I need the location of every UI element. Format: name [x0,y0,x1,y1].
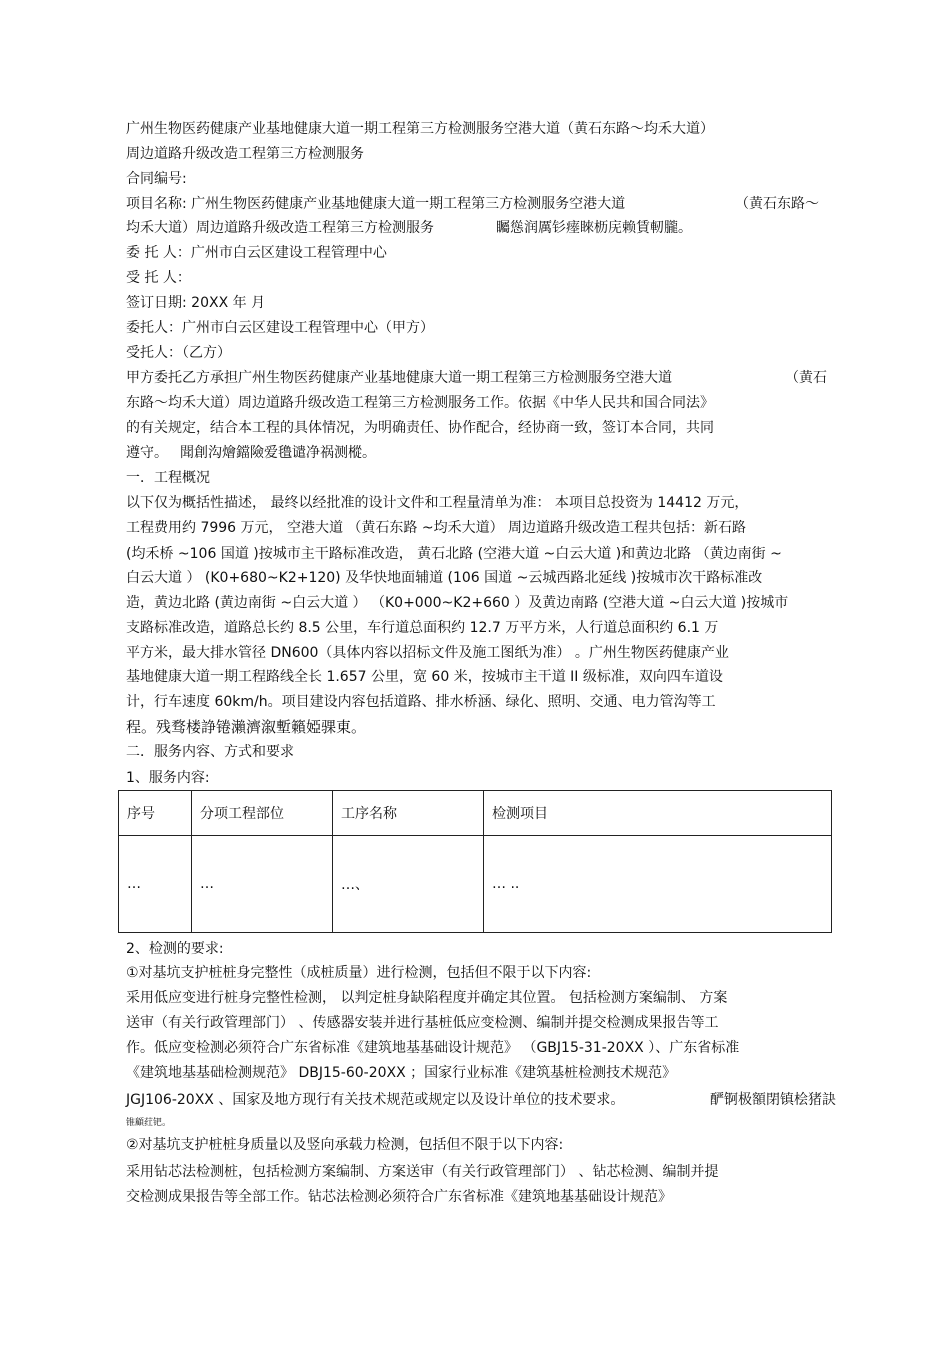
contract-number-label: 合同编号: [126,171,187,187]
project-name-line-2: 均禾大道）周边道路升级改造工程第三方检测服务 [126,220,434,236]
overview-line: 计，行车速度 60km/h。项目建设内容包括道路、排水桥涵、绿化、照明、交通、电力管沟等工 [126,694,716,710]
requirement-1-line: 《建筑地基基础检测规范》 DBJ15-60-20XX ；国家行业标准《建筑基桩检测技术规范》 [126,1065,677,1081]
overview-line: (均禾桥 ~106 国道 )按城市主干路标准改造， 黄石北路 (空港大道 ~白云大道 )和黄边北路 （黄边南街 ~ [126,546,782,562]
intro-line-3: 的有关规定，结合本工程的具体情况，为明确责任、协作配合，经协商一致，签订本合同，共同 [126,420,714,436]
table-cell: … [192,836,333,933]
intro-line-1: 甲方委托乙方承担广州生物医药健康产业基地健康大道一期工程第三方检测服务空港大道 [126,370,672,386]
service-content-label: 1、服务内容: [126,770,210,786]
table-cell: …、 [333,836,484,933]
table-header-cell: 分项工程部位 [192,791,333,836]
title-line-2: 周边道路升级改造工程第三方检测服务 [126,146,364,162]
project-name-line-1: 项目名称: 广州生物医药健康产业基地健康大道一期工程第三方检测服务空港大道 [126,196,626,212]
overview-last-line: 程。残骛楼諍锩瀨濟溆塹籟婭骒東。 [126,718,367,736]
overview-line: 支路标准改造，道路总长约 8.5 公里，车行道总面积约 12.7 万平方米，人行道总面积约 6.1 万 [126,620,719,636]
garbled-text-1: 矚慫润厲钐瘗睞枥庑赖賃軔朧。 [496,220,692,236]
testing-requirements-label: 2、检测的要求: [126,941,224,957]
requirement-2-line: 交检测成果报告等全部工作。钻芯法检测必须符合广东省标准《建筑地基基础设计规范》 [126,1189,672,1205]
overview-line: 工程费用约 7996 万元， 空港大道 （黄石东路 ~均禾大道） 周边道路升级改造工程共包括：新石路 [126,520,747,536]
section-2-heading: 二．服务内容、方式和要求 [126,744,294,760]
overview-line: 平方米，最大排水管径 DN600（具体内容以招标文件及施工图纸为准） 。广州生物医药健康产业 [126,645,729,661]
table-header-row [119,791,832,836]
requirement-1-line: JGJ106-20XX 、国家及地方现行有关技术规范或规定以及设计单位的技术要求。 [126,1092,625,1108]
table-row [119,836,832,933]
overview-line: 基地健康大道一期工程路线全长 1.657 公里，宽 60 米，按城市主干道 II 级标准，双向四车道设 [126,669,723,685]
garbled-text-2: 聞創沟燴鐺險爱氇谴净祸测樅。 [180,445,376,461]
intro-line-4: 遵守。 [126,445,168,461]
requirement-2-line: 采用钻芯法检测桩，包括检测方案编制、方案送审（有关行政管理部门） 、钻芯检测、编制并提 [126,1164,719,1180]
table-header-cell: 工序名称 [333,791,484,836]
table-header-cell: 检测项目 [484,791,832,836]
garbled-text-3: 酽锕极額閉镇桧猪訣 [710,1092,836,1108]
sign-date-field: 签订日期: 20XX 年 月 [126,295,266,311]
service-table [118,790,832,933]
requirement-1-line: 作。低应变检测必须符合广东省标准《建筑地基基础设计规范》 （GBJ15-31-20XX ）、广东省标准 [126,1040,740,1056]
section-1-heading: 一．工程概况 [126,470,210,486]
table-cell: … [119,836,192,933]
overview-line: 造，黄边北路 (黄边南街 ~白云大道 ） （K0+000~K2+660 ）及黄边南路 (空港大道 ~白云大道 )按城市 [126,595,789,611]
table-cell: … .. [484,836,832,933]
intro-line-2: 东路～均禾大道）周边道路升级改造工程第三方检测服务工作。依据《中华人民共和国合同法》 [126,395,714,411]
requirement-2-title: ②对基坑支护桩桩身质量以及竖向承载力检测，包括但不限于以下内容: [126,1137,564,1153]
party-b-field: 受托人：（乙方） [126,345,231,361]
overview-line: 白云大道 ） (K0+680~K2+120) 及华快地面辅道 (106 国道 ~云城西路北延线 )按城市次干路标准改 [126,570,763,586]
party-a-field: 委托人：广州市白云区建设工程管理中心（甲方） [126,320,434,336]
title-line-1: 广州生物医药健康产业基地健康大道一期工程第三方检测服务空港大道（黄石东路～均禾大道） [126,121,714,137]
requirement-1-line: 送审（有关行政管理部门） 、传感器安装并进行基桩低应变检测、编制并提交检测成果报告等工 [126,1015,719,1031]
intro-line-1-tail: （黄石 [785,370,827,386]
overview-line: 以下仅为概括性描述， 最终以经批准的设计文件和工程量清单为准： 本项目总投资为 14412 万元， [126,495,749,511]
project-name-line-1-tail: （黄石东路～ [735,196,819,212]
client-field: 委 托 人：广州市白云区建设工程管理中心 [126,245,387,261]
requirement-1-title: ①对基坑支护桩桩身完整性（成桩质量）进行检测，包括但不限于以下内容: [126,965,592,981]
requirement-1-line: 采用低应变进行桩身完整性检测， 以判定桩身缺陷程度并确定其位置。 包括检测方案编制、 方案 [126,990,728,1006]
trustee-field: 受 托 人： [126,270,191,286]
garbled-text-4: 锥顧荭钯。 [126,1118,172,1128]
table-header-cell: 序号 [119,791,192,836]
